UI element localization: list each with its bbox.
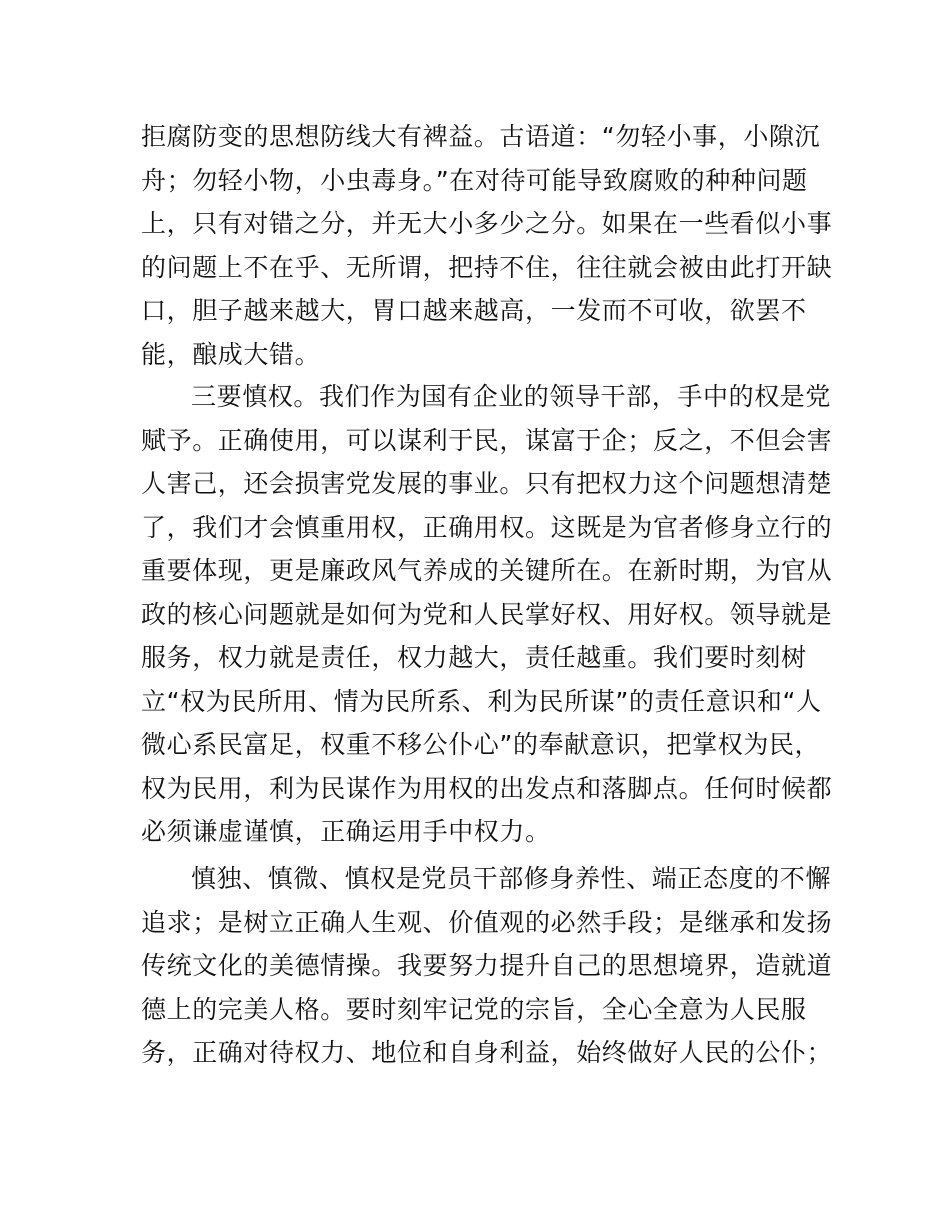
text-line: 三要慎权。我们作为国有企业的领导干部，手中的权是党 [191,382,832,411]
text-line: 德上的完美人格。要时刻牢记党的宗旨，全心全意为人民服 [141,994,807,1024]
text-line: 追求；是树立正确人生观、价值观的必然手段；是继承和发扬 [141,907,833,937]
text-line: 立“权为民所用、情为民所系、利为民所谋”的责任意识和“人 [141,686,822,716]
paragraph-conclusion [141,857,833,1075]
text-line: 上，只有对错之分，并无大小多少之分。如果在一些看似小事 [141,209,833,238]
text-line: 人害己，还会损害党发展的事业。只有把权力这个问题想清楚 [141,469,833,498]
text-line: 能，酿成大错。 [141,339,321,369]
paragraph-anti-corruption [141,115,833,376]
paragraph-prudent-power [141,375,833,854]
text-line: 口，胆子越来越大，胃口越来越高，一发而不可收，欲罢不 [141,296,807,325]
text-line: 务，正确对待权力、地位和自身利益，始终做好人民的公仆； [141,1038,833,1067]
text-line: 政的核心问题就是如何为党和人民掌好权、用好权。领导就是 [141,599,833,629]
text-line: 赋予。正确使用，可以谋利于民，谋富于企；反之，不但会害 [141,425,833,455]
text-line: 重要体现，更是廉政风气养成的关键所在。在新时期，为官从 [141,556,833,585]
text-line: 慎独、慎微、慎权是党员干部修身养性、端正态度的不懈 [191,864,832,893]
text-line: 必须谦虚谨慎，正确运用手中权力。 [141,817,551,846]
text-line: 舟；勿轻小物，小虫毒身。”在对待可能导致腐败的种种问题 [141,165,808,195]
text-line: 微心系民富足，权重不移公仆心”的奉献意识，把掌权为民， [141,730,821,759]
text-line: 服务，权力就是责任，权力越大，责任越重。我们要时刻树 [141,643,807,672]
text-line: 了，我们才会慎重用权，正确用权。这既是为官者修身立行的 [141,512,833,542]
text-line: 的问题上不在乎、无所谓，把持不住，往往就会被由此打开缺 [141,252,833,282]
text-line: 传统文化的美德情操。我要努力提升自己的思想境界，造就道 [141,951,833,980]
text-line: 权为民用，利为民谋作为用权的出发点和落脚点。任何时候都 [141,773,833,803]
text-line: 拒腐防变的思想防线大有裨益。古语道：“勿轻小事，小隙沉 [141,122,821,151]
